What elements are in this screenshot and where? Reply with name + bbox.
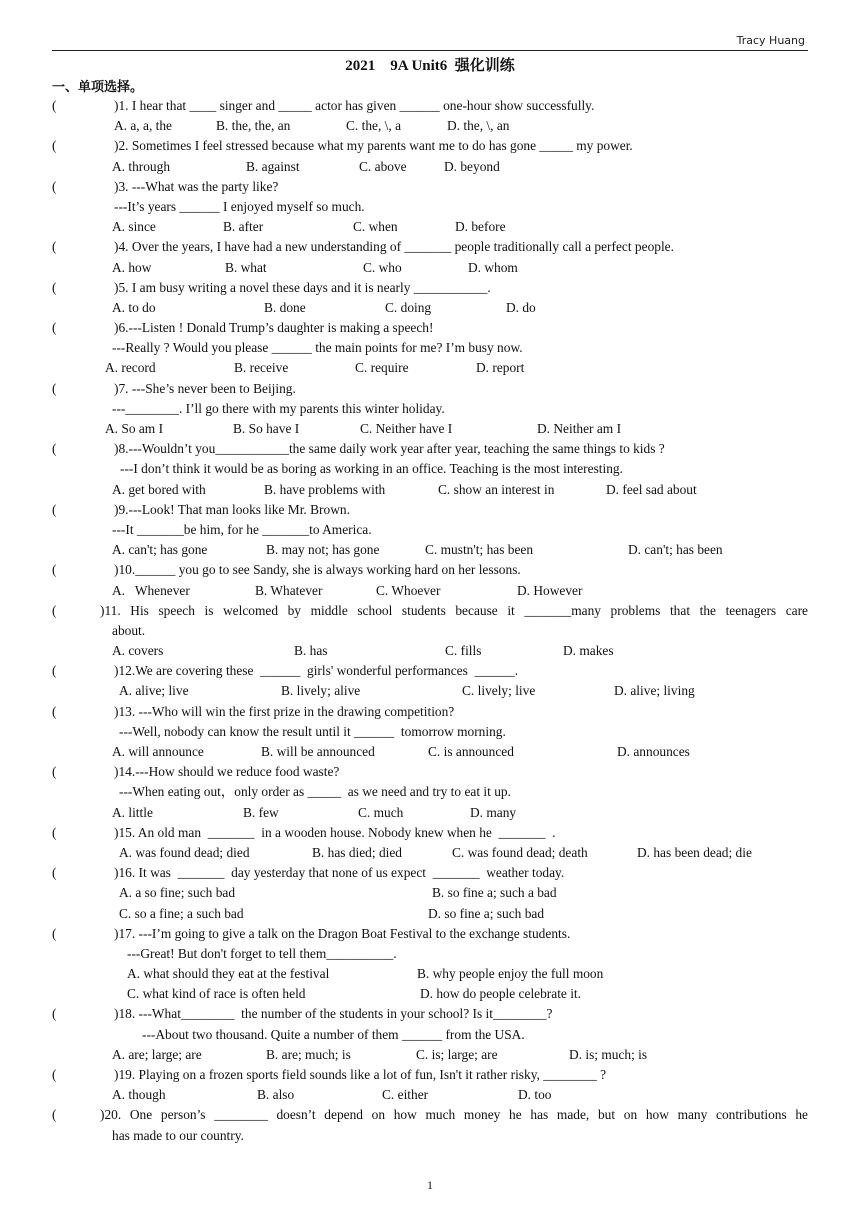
option-a: A. was found dead; died: [119, 844, 250, 860]
dialogue-reply: ---________. I’ll go there with my parents this winter holiday.: [112, 400, 445, 416]
option-b: B. against: [246, 158, 300, 174]
option-c: C. who: [363, 259, 402, 275]
document-title: 2021 9A Unit6 强化训练: [345, 58, 515, 74]
question-1: ( )1. I hear that ____ singer and _____ actor has given ______ one-hour show successfully. A. a, a, the B. the, the, an C. the, \, a D. the, \, an: [52, 96, 808, 136]
option-b: B. after: [223, 219, 264, 235]
option-d: D. beyond: [444, 158, 500, 174]
question-stem: )7. ---She’s never been to Beijing.: [114, 380, 296, 396]
option-d: D. too: [518, 1087, 552, 1103]
question-12: ( )12.We are covering these ______ girls' wonderful performances ______. A. alive; live B. lively; alive C. lively; live D. alive; living: [52, 661, 808, 701]
question-13: ( )13. ---Who will win the first prize in the drawing competition? ---Well, nobody can know the result until it ______ tomorrow morning. A. will announce B. will be announced C. is announced D. announces: [52, 702, 808, 763]
option-b: B. So have I: [233, 421, 300, 436]
option-a: A. record: [105, 360, 156, 376]
question-stem: )11. His speech is welcomed by middle school students because it _______many problems that the teenagers care: [100, 602, 808, 618]
question-list: [52, 96, 808, 1146]
question-stem: )14.---How should we reduce food waste?: [114, 764, 340, 780]
dialogue-reply: ---I don’t think it would be as boring as working in an office. Teaching is the most interesting.: [120, 461, 623, 477]
option-a: A. get bored with: [112, 481, 206, 497]
question-17: ( )17. ---I’m going to give a talk on the Dragon Boat Festival to the exchange students. ---Great! But don't forget to tell them__________. A. what should they eat at the festival B. why people enjoy the full moon C. what kind of race is often held D. how do people celebrate it.: [52, 924, 808, 1005]
option-c: C. Whoever: [376, 582, 441, 598]
question-stem: )19. Playing on a frozen sports field sounds like a lot of fun, Isn't it rather risky, ________ ?: [114, 1067, 607, 1082]
option-a: A. what should they eat at the festival: [127, 966, 330, 982]
option-a: A. a, a, the: [114, 118, 173, 134]
question-2: ( )2. Sometimes I feel stressed because what my parents want me to do has gone _____ my power. A. through B. against C. above D. beyond: [52, 136, 808, 176]
dialogue-reply: ---Great! But don't forget to tell them__________.: [127, 945, 397, 961]
option-b: B. has: [294, 643, 328, 659]
option-c: C. lively; live: [462, 683, 536, 699]
question-15: ( )15. An old man _______ in a wooden house. Nobody knew when he _______ . A. was found dead; died B. has died; died C. was found dead; death D. has been dead; die: [52, 823, 808, 863]
question-stem: )8.---Wouldn’t you___________the same daily work year after year, teaching the same things to kids ?: [114, 441, 665, 457]
option-a: A. will announce: [112, 744, 204, 759]
question-4: ( )4. Over the years, I have had a new understanding of _______ people traditionally call a perfect people. A. how B. what C. who D. whom: [52, 237, 808, 277]
header-rule: [52, 50, 808, 51]
option-d: D. can't; has been: [628, 542, 723, 558]
option-a: A. though: [112, 1087, 166, 1103]
question-stem: )10.______ you go to see Sandy, she is always working hard on her lessons.: [114, 562, 521, 578]
question-18: ( )18. ---What________ the number of the students in your school? Is it________? ---About two thousand. Quite a number of them ______ from the USA. A. are; large; are B. are; much; is C. is; large; are D. is; much; is: [52, 1004, 808, 1065]
option-d: D. before: [455, 219, 506, 235]
option-a: A. little: [112, 804, 153, 820]
option-a: A. can't; has gone: [112, 542, 208, 558]
author-name: Tracy Huang: [736, 34, 805, 47]
option-d: D. is; much; is: [569, 1046, 648, 1062]
option-c: C. Neither have I: [360, 421, 453, 436]
option-b: B. the, the, an: [216, 118, 291, 134]
option-b: B. lively; alive: [281, 683, 361, 699]
question-3: ( )3. ---What was the party like? ---It’s years ______ I enjoyed myself so much. A. since B. after C. when D. before: [52, 177, 808, 238]
option-a: A. covers: [112, 643, 164, 659]
option-d: D. do: [506, 299, 536, 315]
dialogue-reply: ---When eating out，only order as _____ as we need and try to eat it up.: [119, 784, 511, 800]
option-c: C. either: [382, 1087, 429, 1103]
option-a: A. to do: [112, 299, 156, 315]
question-stem: )17. ---I’m going to give a talk on the Dragon Boat Festival to the exchange students.: [114, 925, 571, 941]
question-stem: )18. ---What________ the number of the students in your school? Is it________?: [114, 1006, 553, 1022]
question-stem: )6.---Listen ! Donald Trump’s daughter is making a speech!: [114, 320, 434, 336]
question-stem-continued: has made to our country.: [112, 1127, 244, 1143]
question-10: ( )10.______ you go to see Sandy, she is always working hard on her lessons. A. Whenever B. Whatever C. Whoever D. However: [52, 560, 808, 600]
option-c: C. doing: [385, 299, 432, 315]
option-c: C. much: [358, 804, 404, 820]
option-a: A. through: [112, 158, 171, 174]
option-a: A. how: [112, 259, 152, 275]
option-b: B. will be announced: [261, 744, 375, 759]
option-d: D. the, \, an: [447, 118, 510, 134]
option-b: B. what: [225, 259, 267, 275]
option-c: C. require: [355, 360, 409, 376]
question-stem: )16. It was _______ day yesterday that none of us expect _______ weather today.: [114, 865, 565, 881]
section-title: 一、单项选择。: [52, 80, 144, 95]
question-5: ( )5. I am busy writing a novel these days and it is nearly ___________. A. to do B. done C. doing D. do: [52, 278, 808, 318]
option-c: C. the, \, a: [346, 118, 402, 134]
question-6: ( )6.---Listen ! Donald Trump’s daughter is making a speech! ---Really ? Would you please ______ the main points for me? I’m busy now. A. record B. receive C. require D. report: [52, 318, 808, 379]
option-b: B. Whatever: [255, 582, 323, 598]
option-a: A. So am I: [105, 421, 164, 436]
option-d: D. how do people celebrate it.: [420, 986, 582, 1002]
question-8: ( )8.---Wouldn’t you___________the same daily work year after year, teaching the same things to kids ? ---I don’t think it would be as boring as working in an office. Teaching is the most interesting. A. get bored with B. have problems with C. show an interest in D. feel sad about: [52, 439, 808, 500]
option-b: B. so fine a; such a bad: [432, 885, 557, 901]
option-a: A. alive; live: [119, 683, 189, 699]
option-c: C. mustn't; has been: [425, 542, 534, 558]
question-stem: )13. ---Who will win the first prize in the drawing competition?: [114, 703, 455, 719]
option-a: A. a so fine; such bad: [119, 885, 236, 901]
option-d: D. so fine a; such bad: [428, 905, 545, 921]
question-stem: )3. ---What was the party like?: [114, 178, 279, 194]
question-stem: )20. One person’s ________ doesn’t depend on how much money he has made, but on how many contributions he: [100, 1107, 808, 1123]
option-d: D. whom: [468, 259, 518, 275]
option-d: D. alive; living: [614, 683, 695, 699]
option-c: C. fills: [445, 643, 482, 659]
option-d: D. announces: [617, 744, 690, 759]
option-a: A. are; large; are: [112, 1046, 202, 1062]
option-c: C. is announced: [428, 744, 514, 759]
question-stem: )1. I hear that ____ singer and _____ actor has given ______ one-hour show successfully.: [114, 98, 595, 113]
dialogue-reply: ---Really ? Would you please ______ the main points for me? I’m busy now.: [112, 340, 523, 356]
option-b: B. receive: [234, 360, 289, 376]
question-16: ( )16. It was _______ day yesterday that none of us expect _______ weather today. A. a so fine; such bad B. so fine a; such a bad C. so a fine; a such bad D. so fine a; such bad: [52, 863, 808, 924]
option-b: B. may not; has gone: [266, 542, 380, 558]
question-9: ( )9.---Look! That man looks like Mr. Brown. ---It _______be him, for he _______to America. A. can't; has gone B. may not; has gone C. mustn't; has been D. can't; has been: [52, 500, 808, 561]
option-c: C. when: [353, 219, 398, 235]
dialogue-reply: ---It’s years ______ I enjoyed myself so much.: [114, 198, 365, 214]
question-19: ( )19. Playing on a frozen sports field sounds like a lot of fun, Isn't it rather risky, ________ ? A. though B. also C. either D. too: [52, 1065, 808, 1105]
option-c: C. show an interest in: [438, 481, 555, 497]
question-stem: )15. An old man _______ in a wooden house. Nobody knew when he _______ .: [114, 824, 556, 840]
page-number: 1: [427, 1178, 433, 1192]
dialogue-reply: ---About two thousand. Quite a number of them ______ from the USA.: [142, 1026, 525, 1042]
option-d: D. makes: [563, 643, 614, 659]
option-b: B. also: [257, 1087, 295, 1103]
option-b: B. are; much; is: [266, 1046, 351, 1062]
option-d: D. However: [517, 582, 583, 598]
option-c: C. above: [359, 158, 407, 174]
option-a: A. since: [112, 219, 156, 235]
option-d: D. many: [470, 804, 517, 820]
question-20: ( )20. One person’s ________ doesn’t depend on how much money he has made, but on how many contributions he has made to our country.: [52, 1105, 808, 1145]
option-b: B. have problems with: [264, 481, 386, 497]
dialogue-reply: ---Well, nobody can know the result until it ______ tomorrow morning.: [119, 723, 506, 739]
option-c: C. is; large; are: [416, 1046, 498, 1062]
dialogue-reply: ---It _______be him, for he _______to America.: [112, 521, 372, 537]
option-d: D. Neither am I: [537, 421, 622, 436]
question-11: ( )11. His speech is welcomed by middle school students because it _______many problems that the teenagers care about. A. covers B. has C. fills D. makes: [52, 601, 808, 662]
option-c: C. what kind of race is often held: [127, 986, 306, 1002]
option-b: B. why people enjoy the full moon: [417, 966, 604, 982]
question-stem: )9.---Look! That man looks like Mr. Brown.: [114, 501, 350, 517]
option-d: D. report: [476, 360, 525, 376]
question-stem: )2. Sometimes I feel stressed because what my parents want me to do has gone _____ my power.: [114, 138, 633, 154]
option-c: C. so a fine; a such bad: [119, 905, 244, 921]
question-14: ( )14.---How should we reduce food waste? ---When eating out，only order as _____ as we need and try to eat it up. A. little B. few C. much D. many: [52, 762, 808, 823]
option-a: A. Whenever: [112, 582, 190, 598]
question-7: ( )7. ---She’s never been to Beijing. ---________. I’ll go there with my parents this winter holiday. A. So am I B. So have I C. Neither have I D. Neither am I: [52, 379, 808, 440]
option-b: B. done: [264, 299, 306, 315]
option-c: C. was found dead; death: [452, 844, 588, 860]
option-d: D. has been dead; die: [637, 844, 752, 860]
option-b: B. few: [243, 804, 279, 820]
question-stem: )4. Over the years, I have had a new understanding of _______ people traditionally call a perfect people.: [114, 239, 674, 255]
question-stem: )12.We are covering these ______ girls' wonderful performances ______.: [114, 663, 519, 679]
option-b: B. has died; died: [312, 844, 403, 860]
question-stem: )5. I am busy writing a novel these days and it is nearly ___________.: [114, 279, 491, 295]
question-stem-continued: about.: [112, 622, 146, 638]
option-d: D. feel sad about: [606, 481, 697, 497]
